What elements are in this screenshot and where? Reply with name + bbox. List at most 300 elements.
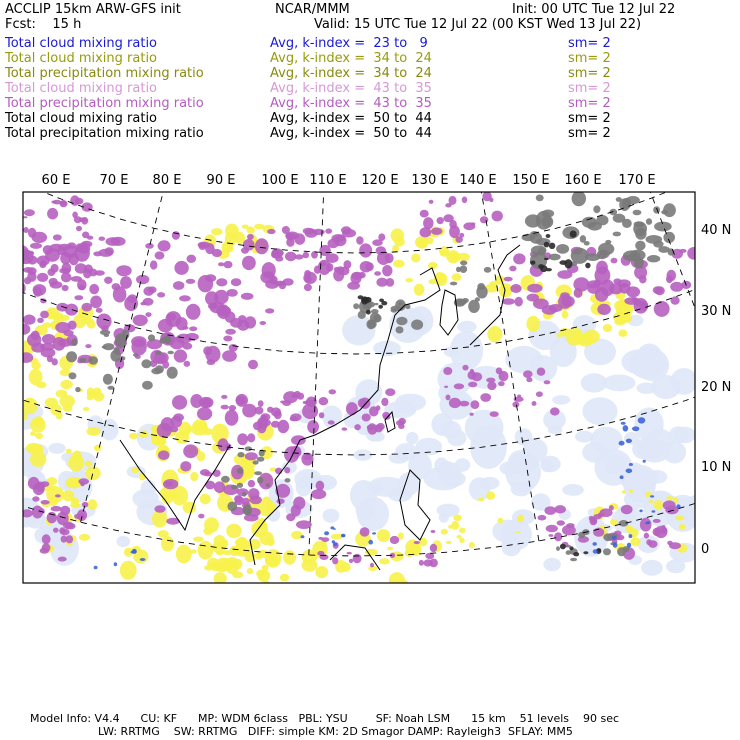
purple-patch bbox=[468, 382, 477, 388]
longitude-label: 170 E bbox=[618, 173, 656, 188]
purple-patch bbox=[131, 336, 147, 347]
yellow-patch bbox=[377, 529, 390, 542]
init-time: Init: 00 UTC Tue 12 Jul 22 bbox=[512, 2, 676, 17]
gray-patch bbox=[368, 320, 377, 329]
purple-patch bbox=[420, 210, 429, 218]
purple-patch bbox=[286, 233, 296, 241]
purple-patch bbox=[157, 423, 172, 438]
yellow-patch bbox=[256, 570, 267, 578]
yellow-patch bbox=[667, 496, 674, 501]
dark-gray-patch bbox=[583, 551, 588, 554]
yellow-patch bbox=[562, 311, 569, 319]
purple-patch bbox=[247, 433, 255, 442]
yellow-patch bbox=[449, 253, 460, 262]
yellow-patch bbox=[129, 433, 138, 439]
yellow-patch bbox=[62, 490, 74, 501]
longitude-label: 70 E bbox=[99, 173, 129, 188]
field-avg: Avg, k-index = 50 to 44 bbox=[270, 126, 432, 141]
purple-patch bbox=[295, 254, 304, 259]
purple-patch bbox=[669, 542, 681, 549]
blue-patch bbox=[593, 549, 598, 553]
purple-patch bbox=[41, 500, 50, 505]
purple-patch bbox=[544, 380, 551, 384]
dark-gray-patch bbox=[379, 299, 384, 303]
gray-patch bbox=[582, 217, 597, 228]
purple-patch bbox=[27, 251, 34, 256]
purple-patch bbox=[27, 256, 37, 265]
purple-patch bbox=[304, 284, 312, 291]
dark-gray-patch bbox=[544, 242, 550, 248]
yellow-patch bbox=[283, 550, 296, 564]
purple-patch bbox=[75, 263, 87, 273]
yellow-patch bbox=[45, 398, 58, 408]
purple-patch bbox=[37, 318, 44, 323]
purple-patch bbox=[179, 295, 191, 301]
gray-patch bbox=[484, 267, 492, 273]
purple-patch bbox=[471, 222, 476, 225]
purple-patch bbox=[634, 300, 645, 306]
purple-patch bbox=[313, 229, 325, 235]
blue-patch bbox=[626, 469, 633, 474]
yellow-patch bbox=[619, 314, 632, 323]
purple-patch bbox=[314, 266, 321, 274]
purple-patch bbox=[78, 285, 85, 290]
purple-patch bbox=[58, 339, 72, 347]
dark-gray-patch bbox=[544, 258, 549, 260]
purple-patch bbox=[200, 469, 210, 476]
yellow-patch bbox=[190, 472, 198, 481]
purple-patch bbox=[250, 496, 262, 505]
gray-patch bbox=[168, 351, 174, 355]
yellow-patch bbox=[486, 492, 495, 500]
gray-patch bbox=[396, 326, 404, 333]
purple-patch bbox=[446, 395, 451, 401]
yellow-patch bbox=[517, 515, 524, 523]
purple-patch bbox=[47, 512, 57, 523]
yellow-patch bbox=[411, 253, 420, 262]
purple-patch bbox=[302, 403, 318, 419]
purple-patch bbox=[79, 242, 91, 253]
purple-patch bbox=[267, 229, 275, 234]
yellow-patch bbox=[315, 566, 328, 578]
field-name: Total precipitation mixing ratio bbox=[5, 96, 204, 111]
purple-patch bbox=[47, 268, 55, 276]
purple-patch bbox=[550, 407, 560, 415]
light-blue-patch bbox=[637, 383, 657, 394]
blue-patch bbox=[324, 531, 329, 535]
longitude-label: 90 E bbox=[206, 173, 236, 188]
purple-patch bbox=[449, 220, 457, 229]
purple-patch bbox=[376, 405, 381, 410]
yellow-patch bbox=[266, 503, 277, 513]
field-name: Total cloud mixing ratio bbox=[5, 81, 158, 96]
gray-patch bbox=[549, 254, 561, 261]
purple-patch bbox=[562, 296, 575, 307]
longitude-line bbox=[652, 0, 740, 232]
field-avg: Avg, k-index = 43 to 35 bbox=[270, 81, 432, 96]
purple-patch bbox=[89, 284, 99, 294]
blue-patch bbox=[368, 540, 373, 545]
purple-patch bbox=[470, 413, 474, 416]
purple-patch bbox=[378, 233, 385, 241]
purple-patch bbox=[611, 258, 618, 264]
gray-patch bbox=[257, 457, 265, 462]
gray-patch bbox=[243, 504, 253, 515]
gray-patch bbox=[538, 247, 546, 255]
yellow-patch bbox=[379, 558, 390, 564]
dark-gray-patch bbox=[530, 261, 535, 265]
yellow-patch bbox=[70, 503, 81, 508]
yellow-patch bbox=[210, 562, 225, 572]
purple-patch bbox=[454, 383, 464, 389]
purple-patch bbox=[429, 559, 438, 568]
purple-patch bbox=[257, 419, 271, 427]
light-blue-patch bbox=[548, 426, 562, 434]
light-blue-patch bbox=[395, 394, 426, 412]
purple-patch bbox=[459, 401, 469, 407]
purple-patch bbox=[82, 502, 88, 508]
purple-patch bbox=[42, 334, 56, 344]
purple-patch bbox=[93, 251, 102, 256]
light-blue-patch bbox=[637, 355, 652, 365]
purple-patch bbox=[513, 253, 525, 264]
purple-patch bbox=[671, 296, 680, 304]
light-blue-patch bbox=[505, 453, 541, 492]
purple-patch bbox=[234, 495, 242, 503]
latitude-line bbox=[0, 0, 740, 253]
gray-patch bbox=[570, 558, 577, 562]
dark-gray-patch bbox=[378, 305, 383, 309]
purple-patch bbox=[112, 283, 121, 290]
blue-patch bbox=[650, 495, 654, 497]
field-smoothing: sm= 2 bbox=[568, 111, 611, 126]
purple-patch bbox=[342, 427, 348, 430]
blue-patch bbox=[627, 543, 631, 548]
purple-patch bbox=[462, 365, 468, 371]
purple-patch bbox=[654, 301, 670, 317]
yellow-patch bbox=[176, 545, 192, 564]
blue-patch bbox=[639, 509, 642, 512]
purple-patch bbox=[23, 227, 28, 233]
yellow-patch bbox=[610, 519, 618, 525]
yellow-patch bbox=[469, 542, 475, 548]
purple-patch bbox=[24, 209, 35, 216]
gray-patch bbox=[460, 261, 467, 266]
purple-patch bbox=[223, 336, 232, 342]
gray-patch bbox=[477, 283, 485, 290]
yellow-patch bbox=[30, 418, 46, 433]
yellow-patch bbox=[572, 335, 582, 341]
yellow-patch bbox=[85, 466, 100, 480]
yellow-patch bbox=[216, 551, 224, 555]
purple-patch bbox=[42, 534, 51, 544]
gray-patch bbox=[221, 476, 230, 483]
purple-patch bbox=[307, 420, 319, 433]
purple-patch bbox=[55, 322, 70, 333]
light-blue-patch bbox=[590, 427, 622, 454]
purple-patch bbox=[258, 400, 264, 407]
yellow-patch bbox=[198, 541, 214, 560]
purple-patch bbox=[47, 208, 58, 220]
gray-patch bbox=[80, 358, 87, 363]
gray-patch bbox=[245, 446, 252, 451]
purple-patch bbox=[51, 506, 62, 512]
purple-patch bbox=[386, 278, 395, 287]
purple-patch bbox=[155, 251, 165, 259]
purple-patch bbox=[595, 267, 611, 285]
purple-patch bbox=[542, 305, 557, 315]
purple-patch bbox=[79, 217, 87, 222]
purple-patch bbox=[515, 297, 523, 307]
longitude-line bbox=[707, 0, 740, 55]
purple-patch bbox=[74, 514, 85, 520]
gray-patch bbox=[358, 311, 366, 319]
purple-patch bbox=[180, 461, 191, 471]
gray-patch bbox=[556, 546, 560, 551]
gray-patch bbox=[622, 219, 632, 228]
purple-patch bbox=[94, 270, 105, 275]
purple-patch bbox=[174, 349, 187, 362]
blue-patch bbox=[652, 510, 656, 512]
purple-patch bbox=[172, 395, 187, 410]
purple-patch bbox=[527, 294, 539, 302]
gray-patch bbox=[619, 520, 629, 527]
purple-patch bbox=[360, 527, 370, 536]
yellow-patch bbox=[93, 387, 101, 394]
purple-patch bbox=[328, 239, 339, 249]
purple-patch bbox=[653, 528, 662, 536]
light-blue-patch bbox=[480, 477, 499, 490]
model-info-line1: Model Info: V4.4 CU: KF MP: WDM 6class PBL: YSU SF: Noah LSM 15 km 51 levels 90 sec bbox=[30, 712, 620, 725]
purple-patch bbox=[186, 304, 201, 320]
yellow-patch bbox=[35, 433, 43, 439]
field-avg: Avg, k-index = 34 to 24 bbox=[270, 66, 432, 81]
purple-patch bbox=[523, 370, 533, 378]
purple-patch bbox=[311, 489, 326, 499]
light-blue-patch bbox=[100, 419, 119, 441]
gray-patch bbox=[88, 356, 98, 365]
purple-patch bbox=[382, 265, 392, 276]
gray-patch bbox=[635, 228, 646, 240]
longitude-label: 60 E bbox=[41, 173, 71, 188]
purple-patch bbox=[133, 315, 148, 326]
purple-patch bbox=[496, 367, 503, 374]
purple-patch bbox=[425, 553, 434, 559]
purple-patch bbox=[471, 400, 480, 409]
purple-patch bbox=[136, 275, 149, 284]
purple-patch bbox=[99, 237, 106, 241]
institution-label: NCAR/MMM bbox=[275, 2, 350, 17]
purple-patch bbox=[41, 348, 56, 358]
yellow-patch bbox=[158, 530, 169, 538]
purple-patch bbox=[248, 360, 258, 370]
blue-patch bbox=[632, 426, 639, 431]
valid-time: Valid: 15 UTC Tue 12 Jul 22 (00 KST Wed 13 Jul 22) bbox=[314, 17, 642, 32]
purple-patch bbox=[480, 216, 488, 223]
longitude-label: 100 E bbox=[261, 173, 299, 188]
purple-patch bbox=[170, 337, 185, 350]
purple-patch bbox=[214, 481, 225, 493]
yellow-patch bbox=[265, 554, 279, 567]
gray-patch bbox=[71, 338, 77, 346]
purple-patch bbox=[653, 519, 661, 523]
purple-patch bbox=[4, 358, 18, 368]
yellow-patch bbox=[456, 535, 461, 539]
purple-patch bbox=[85, 344, 91, 348]
purple-patch bbox=[28, 228, 36, 238]
gray-patch bbox=[630, 250, 646, 261]
purple-patch bbox=[546, 525, 558, 533]
yellow-patch bbox=[630, 537, 640, 546]
purple-patch bbox=[374, 424, 383, 432]
gray-patch bbox=[654, 222, 672, 232]
purple-patch bbox=[221, 395, 227, 399]
yellow-patch bbox=[233, 548, 244, 555]
yellow-patch bbox=[291, 531, 302, 540]
purple-patch bbox=[40, 260, 46, 267]
blue-patch bbox=[132, 549, 137, 554]
blue-patch bbox=[114, 562, 117, 566]
yellow-patch bbox=[46, 486, 64, 503]
purple-patch bbox=[325, 228, 332, 233]
purple-patch bbox=[332, 557, 338, 564]
yellow-patch bbox=[94, 445, 102, 452]
purple-patch bbox=[189, 326, 197, 331]
blue-patch bbox=[626, 439, 632, 443]
purple-patch bbox=[358, 398, 366, 407]
gray-patch bbox=[155, 365, 164, 373]
purple-patch bbox=[199, 397, 214, 408]
purple-patch bbox=[171, 416, 183, 428]
purple-patch bbox=[329, 389, 337, 394]
gray-patch bbox=[237, 468, 243, 474]
purple-patch bbox=[70, 195, 79, 206]
field-smoothing: sm= 2 bbox=[568, 51, 611, 66]
purple-patch bbox=[241, 247, 249, 253]
dark-gray-patch bbox=[546, 234, 551, 238]
purple-patch bbox=[613, 278, 621, 284]
purple-patch bbox=[186, 279, 196, 284]
purple-patch bbox=[82, 232, 89, 239]
purple-patch bbox=[490, 411, 499, 417]
yellow-patch bbox=[575, 330, 581, 335]
purple-patch bbox=[626, 286, 640, 297]
field-avg: Avg, k-index = 34 to 24 bbox=[270, 51, 432, 66]
purple-patch bbox=[74, 295, 83, 300]
gray-patch bbox=[396, 317, 407, 326]
purple-patch bbox=[574, 288, 583, 298]
light-blue-patch bbox=[501, 536, 521, 556]
blue-patch bbox=[629, 534, 633, 538]
gray-patch bbox=[133, 353, 138, 357]
purple-patch bbox=[284, 467, 290, 473]
purple-patch bbox=[198, 514, 204, 519]
purple-patch bbox=[213, 470, 221, 477]
yellow-patch bbox=[202, 428, 213, 435]
gray-patch bbox=[603, 533, 612, 541]
gray-patch bbox=[398, 302, 402, 306]
purple-patch bbox=[241, 293, 254, 300]
gray-patch bbox=[103, 374, 113, 385]
yellow-patch bbox=[161, 536, 174, 551]
yellow-patch bbox=[87, 499, 97, 510]
yellow-patch bbox=[489, 281, 497, 288]
purple-patch bbox=[43, 245, 53, 254]
blue-patch bbox=[643, 460, 646, 463]
purple-patch bbox=[225, 410, 239, 426]
light-blue-patch bbox=[562, 484, 584, 496]
blue-patch bbox=[341, 534, 345, 538]
yellow-patch bbox=[36, 382, 47, 389]
purple-patch bbox=[419, 560, 424, 566]
purple-patch bbox=[247, 234, 254, 240]
field-avg: Avg, k-index = 23 to 9 bbox=[270, 36, 428, 51]
purple-patch bbox=[334, 267, 340, 272]
yellow-patch bbox=[280, 574, 290, 581]
purple-patch bbox=[359, 243, 372, 257]
light-blue-patch bbox=[624, 432, 640, 445]
purple-patch bbox=[597, 304, 611, 315]
purple-patch bbox=[462, 197, 468, 204]
purple-patch bbox=[174, 261, 188, 275]
yellow-patch bbox=[211, 228, 223, 235]
purple-patch bbox=[504, 277, 513, 282]
dark-gray-patch bbox=[560, 544, 566, 550]
purple-patch bbox=[96, 308, 103, 313]
purple-patch bbox=[242, 498, 250, 505]
purple-patch bbox=[271, 421, 280, 428]
blue-patch bbox=[612, 536, 617, 540]
light-blue-patch bbox=[48, 443, 65, 454]
light-blue-patch bbox=[641, 560, 663, 576]
light-blue-patch bbox=[582, 397, 617, 425]
yellow-patch bbox=[516, 531, 520, 533]
purple-patch bbox=[24, 277, 31, 284]
purple-patch bbox=[58, 557, 67, 562]
yellow-patch bbox=[497, 518, 503, 524]
latitude-label: 20 N bbox=[701, 380, 732, 395]
latitude-label: 30 N bbox=[701, 304, 732, 319]
latitude-label: 0 bbox=[701, 542, 710, 557]
purple-patch bbox=[349, 559, 353, 563]
latitude-label: 10 N bbox=[701, 460, 732, 475]
longitude-label: 150 E bbox=[512, 173, 550, 188]
purple-patch bbox=[31, 331, 40, 341]
gray-patch bbox=[231, 485, 237, 490]
light-blue-patch bbox=[439, 471, 466, 487]
purple-patch bbox=[278, 420, 290, 434]
purple-patch bbox=[37, 273, 48, 282]
field-name: Total cloud mixing ratio bbox=[5, 36, 158, 51]
purple-patch bbox=[284, 446, 299, 462]
gray-patch bbox=[536, 195, 544, 202]
gray-patch bbox=[475, 297, 480, 301]
purple-patch bbox=[376, 246, 386, 255]
purple-patch bbox=[449, 398, 461, 408]
dark-gray-patch bbox=[358, 295, 364, 299]
purple-patch bbox=[509, 266, 516, 272]
purple-patch bbox=[653, 286, 663, 294]
purple-patch bbox=[353, 554, 362, 563]
purple-patch bbox=[218, 262, 224, 266]
purple-patch bbox=[591, 519, 596, 524]
blue-patch bbox=[647, 521, 651, 524]
product-title: ACCLIP 15km ARW-GFS init bbox=[5, 2, 181, 17]
purple-patch bbox=[53, 234, 62, 240]
gray-patch bbox=[100, 330, 110, 335]
yellow-patch bbox=[84, 461, 92, 467]
purple-patch bbox=[487, 382, 496, 391]
